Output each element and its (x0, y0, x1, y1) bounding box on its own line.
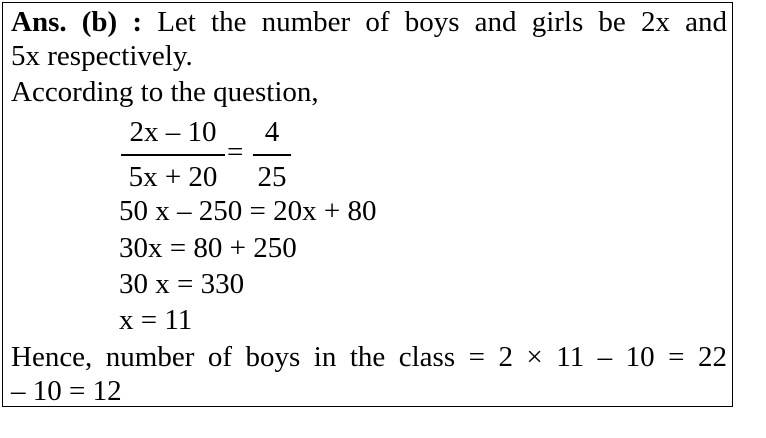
answer-box (2, 2, 733, 407)
fraction-right-bar (253, 154, 291, 156)
fraction-left (121, 116, 225, 193)
equation-step-1: 50 x – 250 = 20x + 80 (119, 195, 377, 227)
equation-step-2: 30x = 80 + 250 (119, 232, 297, 264)
fraction-right-denominator: 25 (257, 161, 287, 193)
fraction-left-denominator: 5x + 20 (128, 161, 218, 193)
conclusion-line-2: – 10 = 12 (11, 375, 122, 407)
intro-line-2: 5x respectively. (11, 40, 193, 72)
intro-line-1 (11, 5, 727, 39)
fraction-left-numerator: 2x – 10 (129, 116, 217, 148)
equation-step-3: 30 x = 330 (119, 268, 245, 300)
equals-sign: = (227, 136, 244, 168)
fraction-left-bar (121, 154, 225, 156)
intro-text-1: Let the number of boys and girls be 2x and (157, 6, 727, 38)
intro-line-3: According to the question, (11, 76, 319, 108)
conclusion-line-1: Hence, number of boys in the class = 2 × 11 – 10 = 22 (11, 341, 727, 373)
fraction-right-numerator: 4 (264, 116, 280, 148)
answer-prefix: Ans. (b) : (11, 6, 143, 38)
equation-step-4: x = 11 (119, 304, 193, 336)
fraction-right (253, 116, 291, 193)
